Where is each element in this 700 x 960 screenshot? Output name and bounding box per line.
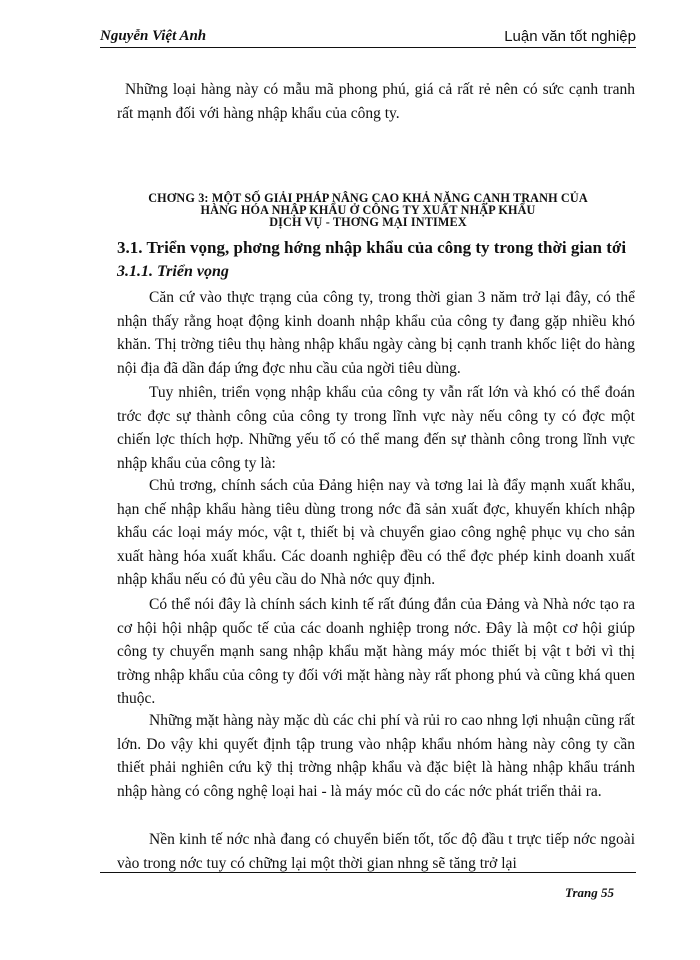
paragraph-5: Những mặt hàng này mặc dù các chi phí và rủi ro cao nhng lợi nhuận cũng rất lớn. Do vậy khi quyết định tập trung vào nhập khẩu nhóm hàng này công ty cần thiết phải nghiên cứu kỹ thị trờng nhập khẩu và đặc biệt là hàng nhập khẩu tránh nhập hàng có công nghệ loại hai - là máy móc cũ do các nớc phát triển thải ra. — [117, 712, 635, 800]
paragraph-1: Căn cứ vào thực trạng của công ty, trong thời gian 3 năm trở lại đây, có thể nhận thấy rằng hoạt động kinh doanh nhập khẩu của công ty đang gặp nhiều khó khăn. Thị trờng tiêu thụ hàng nhập khẩu ngày càng bị cạnh tranh khốc liệt do hàng nội địa đã dần đáp ứng đợc nhu cầu của ngời tiêu dùng. — [117, 289, 635, 377]
chapter-title-line-2: HÀNG HÓA NHẬP KHẨU Ở CÔNG TY XUẤT NHẬP KHẨU — [200, 203, 536, 217]
chapter-title-line-1: CHƠNG 3: MỘT SỐ GIẢI PHÁP NÂNG CAO KHẢ NĂNG CẠNH TRANH CỦA — [148, 191, 588, 205]
paragraph-4: Có thể nói đây là chính sách kinh tế rất đúng đắn của Đảng và Nhà nớc tạo ra cơ hội hội nhập quốc tế của các doanh nghiệp trong nớc. Đây là một cơ hội giúp công ty chuyển mạnh sang nhập khẩu mặt hàng máy móc thiết bị vật t bởi vì thị trờng nhập khẩu của công ty đối với mặt hàng này rất phong phú và cũng khá quen thuộc. — [117, 596, 635, 707]
header-title: Luận văn tốt nghiệp — [504, 28, 636, 45]
subsection-heading: 3.1.1. Triển vọng — [117, 263, 229, 280]
chapter-title — [100, 192, 636, 228]
paragraph-2: Tuy nhiên, triển vọng nhập khẩu của công ty vẫn rất lớn và khó có thể đoán trớc đợc sự thành công của công ty trong lĩnh vực này nếu công ty có đợc một chiến lợc thích hợp. Những yếu tố có thể mang đến sự thành công trong lĩnh vực nhập khẩu của công ty là: — [117, 384, 635, 472]
chapter-title-line-3: DỊCH VỤ - THƠNG MẠI INTIMEX — [269, 215, 467, 229]
footer-divider — [100, 872, 636, 873]
intro-paragraph: Những loại hàng này có mẫu mã phong phú, giá cả rất rẻ nên có sức cạnh tranh rất mạnh đối với hàng nhập khẩu của công ty. — [117, 81, 635, 122]
paragraph-6: Nền kinh tế nớc nhà đang có chuyển biến tốt, tốc độ đầu t trực tiếp nớc ngoài vào trong nớc tuy có chững lại một thời gian nhng sẽ tăng trở lại — [117, 831, 635, 872]
section-heading: 3.1. Triển vọng, phơng hớng nhập khẩu của công ty trong thời gian tới — [117, 238, 627, 257]
header-divider — [100, 47, 636, 48]
page-number: Trang 55 — [565, 885, 614, 900]
paragraph-3: Chủ trơng, chính sách của Đảng hiện nay và tơng lai là đẩy mạnh xuất khẩu, hạn chế nhập khẩu hàng tiêu dùng trong nớc đã sản xuất đợc, khuyến khích nhập khẩu các loại máy móc, vật t, thiết bị và chuyển giao công nghệ phục vụ cho sản xuất hàng hóa xuất khẩu. Các doanh nghiệp đều có thể đợc phép kinh doanh xuất nhập khẩu nếu có đủ yêu cầu do Nhà nớc quy định. — [117, 477, 635, 588]
header-author: Nguyễn Việt Anh — [100, 28, 207, 44]
